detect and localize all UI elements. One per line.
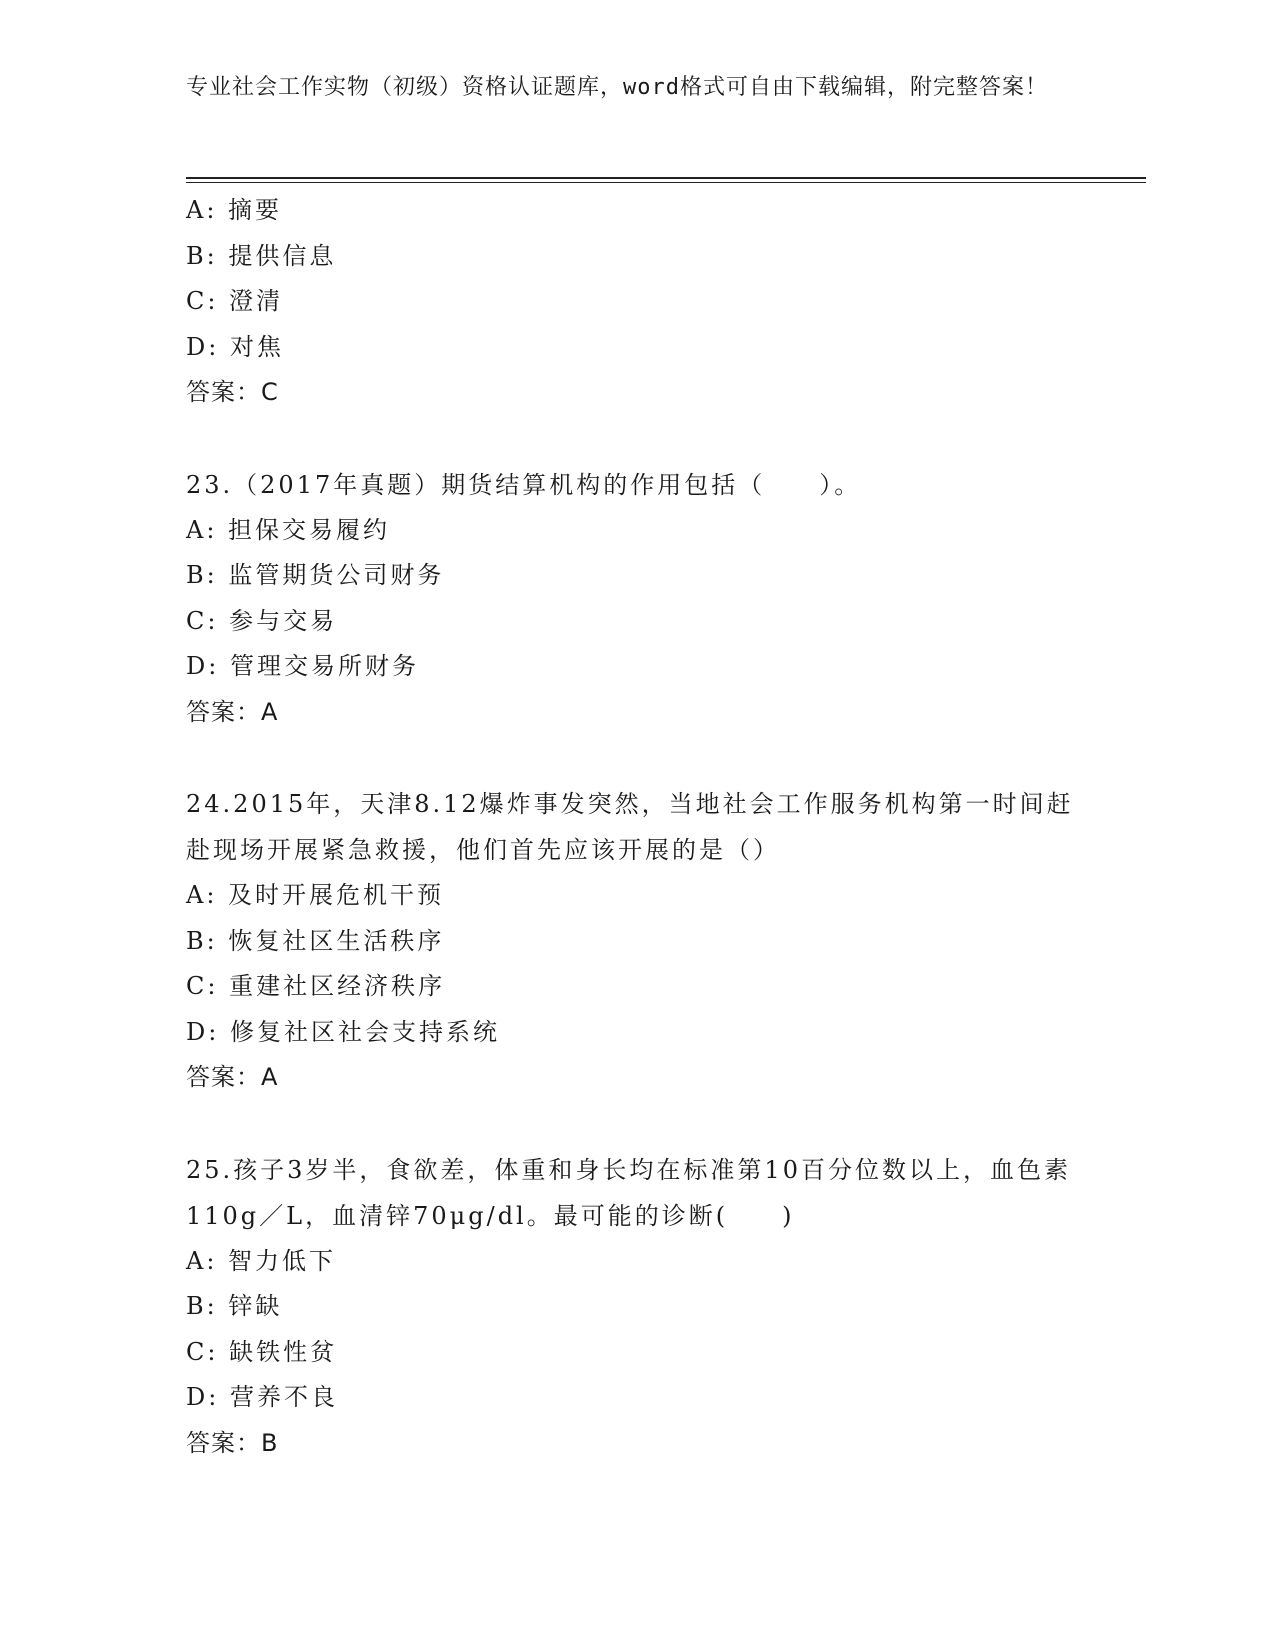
option-c: C: 重建社区经济秩序 xyxy=(186,972,446,1000)
answer: 答案：A xyxy=(186,1063,279,1091)
question-stem: 24.2015年，天津8.12爆炸事发突然，当地社会工作服务机构第一时间赶赴现场开展紧急救援，他们首先应该开展的是（） xyxy=(186,790,1074,864)
answer: 答案：C xyxy=(186,378,279,406)
answer: 答案：B xyxy=(186,1428,279,1457)
option-d: D: 对焦 xyxy=(186,332,284,361)
option-a: A: 摘要 xyxy=(186,196,283,224)
option-b: B: 提供信息 xyxy=(186,241,337,270)
option-b: B: 监管期货公司财务 xyxy=(186,561,445,589)
answer: 答案：A xyxy=(186,697,279,726)
option-b: B: 锌缺 xyxy=(186,1292,283,1320)
option-d: D: 营养不良 xyxy=(186,1383,338,1411)
question-stem: 23.（2017年真题）期货结算机构的作用包括（ ）。 xyxy=(186,470,862,499)
option-a: A: 担保交易履约 xyxy=(186,515,391,544)
question-25 xyxy=(186,1147,1086,1467)
document-header: 专业社会工作实物（初级）资格认证题库，word格式可自由下载编辑，附完整答案！ xyxy=(186,75,1048,100)
option-a: A: 及时开展危机干预 xyxy=(186,881,445,909)
option-c: C: 缺铁性贫 xyxy=(186,1337,338,1366)
header-divider-thin xyxy=(186,182,1146,183)
option-c: C: 澄清 xyxy=(186,287,284,315)
question-list xyxy=(186,188,1086,1466)
question-24 xyxy=(186,781,1086,1101)
option-c: C: 参与交易 xyxy=(186,606,338,635)
header-divider xyxy=(186,177,1146,179)
option-d: D: 管理交易所财务 xyxy=(186,652,419,680)
question-23 xyxy=(186,462,1086,736)
option-a: A: 智力低下 xyxy=(186,1246,337,1275)
option-d: D: 修复社区社会支持系统 xyxy=(186,1017,500,1046)
question-22 xyxy=(186,188,1086,416)
question-stem: 25.孩子3岁半，食欲差，体重和身长均在标准第10百分位数以上，血色素110g／L，血清锌70μg/dl。最可能的诊断( ) xyxy=(186,1155,1071,1230)
option-b: B: 恢复社区生活秩序 xyxy=(186,926,445,955)
